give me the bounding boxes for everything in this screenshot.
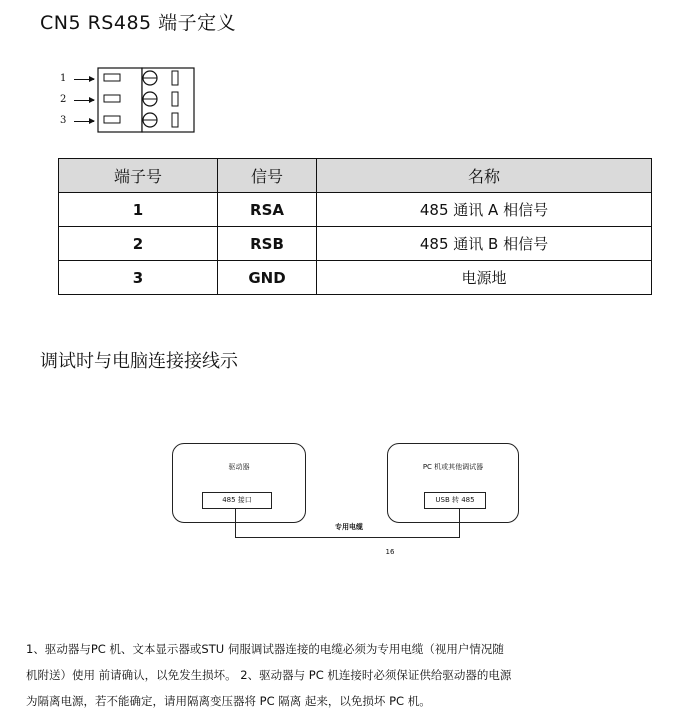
arrow-right-icon [74,100,94,101]
table-header-row [59,159,652,193]
cell-signal: RSB [218,227,317,261]
cable-line [459,508,460,538]
pc-usb-port: USB 转 485 [424,492,486,509]
driver-485-port: 485 接口 [202,492,272,509]
pin-definition-table [58,158,652,295]
notes-paragraph [26,636,626,714]
page-number: 16 [385,548,395,556]
driver-box [172,443,306,523]
cell-name: 485 通讯 A 相信号 [317,193,652,227]
cell-name: 电源地 [317,261,652,295]
driver-label: 驱动器 [228,463,250,471]
terminal-block-diagram [60,66,190,134]
column-header-pin: 端子号 [59,159,218,193]
notes-line: 机附送）使用 前请确认，以免发生损坏。 2、驱动器与 PC 机连接时必须保证供给驱动器的电源 [26,668,512,682]
pin-number-label: 3 [60,115,67,126]
cell-pin: 1 [59,193,218,227]
pin-number-label: 1 [60,73,67,84]
terminal-connector-icon [96,66,200,134]
column-header-name: 名称 [317,159,652,193]
arrow-right-icon [74,121,94,122]
pc-label: PC 机或其他调试器 [422,463,484,471]
cell-name: 485 通讯 B 相信号 [317,227,652,261]
arrow-right-icon [74,79,94,80]
table-row [59,261,652,295]
table-row [59,227,652,261]
section-title-cn5: CN5 RS485 端子定义 [40,12,237,34]
cell-signal: RSA [218,193,317,227]
notes-line: 为隔离电源，若不能确定，请用隔离变压器将 PC 隔离 起来，以免损坏 PC 机。 [26,694,431,708]
notes-line: 1、驱动器与PC 机、文本显示器或STU 伺服调试器连接的电缆必须为专用电缆（视用户情况随 [26,642,504,656]
table-row [59,193,652,227]
column-header-signal: 信号 [218,159,317,193]
pin-number-label: 2 [60,94,67,105]
pc-box [387,443,519,523]
cable-line [235,508,236,538]
section-title-wiring: 调试时与电脑连接接线示 [40,351,238,372]
cable-line [235,537,460,538]
cell-pin: 3 [59,261,218,295]
cell-signal: GND [218,261,317,295]
cable-label: 专用电缆 [335,523,363,531]
cell-pin: 2 [59,227,218,261]
